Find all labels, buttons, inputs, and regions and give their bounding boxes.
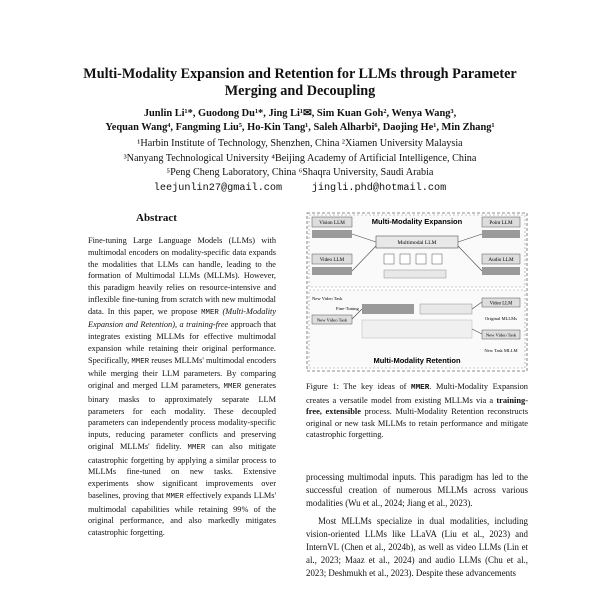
outputs-bar xyxy=(384,270,446,278)
mask-bar xyxy=(420,304,472,314)
mmer-name: MMER xyxy=(201,308,219,317)
retention-label: Multi-Modality Retention xyxy=(373,356,461,365)
mmer-name: MMER xyxy=(223,383,242,391)
fine-tuning-label: Fine-Tuning xyxy=(336,306,359,311)
authors-line-1: Junlin Li¹*, Guodong Du¹*, Jing Li¹✉, Sim Kuan Goh², Wenya Wang³, xyxy=(143,108,457,119)
body-paragraph-2: Most MLLMs specialize in dual modalities, including vision-oriented LLMs like LLaVA (Liu et al., 2023) and InternVL (Chen et al., 2024b), as well as video LLMs (Lin et al., 2023; Maaz et al., 2024) and audio LLMs (Chu et al., 2023; Deshmukh et al., 2023). Despite these advancements xyxy=(306,516,528,578)
video-llm-right-label: Video LLM xyxy=(489,301,513,307)
new-video-task-label: New Video Task xyxy=(312,296,343,301)
emails xyxy=(40,181,560,197)
affil-line-2: ³Nanyang Technological University ⁴Beijing Academy of Artificial Intelligence, China xyxy=(123,152,477,164)
body-paragraph-1: processing multimodal inputs. This paradigm has led to the successful creation of numerous MLLMs across various modalities (Wu et al., 2024; Jiang et al., 2023). xyxy=(306,472,528,508)
abstract-text-8: effectively expands LLMs' multimodal capabilities while retaining 99% of the original performance, and also markedly mitigates catastrophic forgetting. xyxy=(88,490,276,537)
audio-input-icon xyxy=(416,254,426,264)
abstract-text-7: can also mitigate catastrophic forgetting by applying a similar process to MLLMs fine-tuned on new tasks. Extensive experiments show significant improvements over baselines, proving that xyxy=(88,441,276,500)
abstract-text-1: Fine-tuning Large Language Models (LLMs) with multimodal encoders on modality-specific data expands the modalities that LLMs can handle, leading to the formation of Multimodal LLMs (MLLMs). However, this paradigm heavily relies on resource-intensive and inflexible fine-tuning from scratch with new multimodal data. In this paper, we propose xyxy=(88,236,276,316)
abstract-heading: Abstract xyxy=(136,212,177,224)
figure-1 xyxy=(306,212,528,372)
abstract-text-5: reuses MLLMs' multimodal encoders while merging their LLM parameters. By comparing original and merged LLM parameters, xyxy=(88,355,276,390)
new-video-task-right-label: New Video Task xyxy=(485,332,517,338)
abstract-text-4: approach that integrates existing MLLMs for effective multimodal expansion while retaining their original performance. Specifically, xyxy=(88,320,276,365)
title-line-1: Multi-Modality Expansion and Retention for LLMs through Parameter xyxy=(83,66,517,82)
video-llm-label: Video LLM xyxy=(319,257,345,263)
multimodal-llm-label: Multimodal LLM xyxy=(397,240,437,246)
point-input-icon xyxy=(432,254,442,264)
email-1[interactable]: leejunlin27@gmail.com xyxy=(153,182,283,194)
abstract-body xyxy=(88,235,276,539)
expansion-label: Multi-Modality Expansion xyxy=(371,217,463,226)
paper-title xyxy=(40,66,560,100)
title-line-2: Merging and Decoupling xyxy=(224,83,376,99)
authors-line-2: Yequan Wang⁴, Fangming Liu⁵, Ho-Kin Tang¹, Saleh Alharbi⁶, Daojing He¹, Min Zhang¹ xyxy=(105,122,495,133)
body-text xyxy=(306,471,528,580)
video-input-icon xyxy=(400,254,410,264)
mmer-name: MMER xyxy=(187,443,206,452)
decoupled-params xyxy=(362,320,472,338)
point-weights xyxy=(482,230,520,238)
abstract-text-3: training-free xyxy=(186,320,229,330)
merged-weights-bar xyxy=(362,304,414,314)
audio-llm-label: Audio LLM xyxy=(488,257,514,263)
abstract-text-2: (Multi-Modality Expansion and Retention), a xyxy=(88,306,276,330)
new-video-task-box-label: New Video Task xyxy=(316,317,348,323)
author-list xyxy=(40,107,560,135)
mmer-name: MMER xyxy=(131,357,150,366)
affil-line-1: ¹Harbin Institute of Technology, Shenzhen, China ²Xiamen University Malaysia xyxy=(137,138,463,149)
vision-weights xyxy=(312,230,352,238)
vision-llm-label: Vision LLM xyxy=(319,220,345,226)
audio-weights xyxy=(482,267,520,275)
original-mllms-label: Original MLLMs xyxy=(484,316,518,321)
mmer-name: MMER xyxy=(166,492,184,501)
new-task-mllm-label: New Task MLLM xyxy=(484,348,518,353)
email-2[interactable]: jingli.phd@hotmail.com xyxy=(311,182,447,194)
point-llm-label: Point LLM xyxy=(489,220,513,226)
figure-caption: Figure 1: The key ideas of MMER. Multi-Modality Expansion creates a versatile model from existing MLLMs via a training-free, extensible process. Multi-Modality Retention reconstructs original or new task MLLMs to retain performance and mitigate catastrophic forgetting. xyxy=(306,382,528,439)
mmer-name: MMER xyxy=(411,384,430,392)
image-input-icon xyxy=(384,254,394,264)
caption-bold: training-free, extensible xyxy=(306,395,528,416)
affiliations xyxy=(40,137,560,196)
affil-line-3: ⁵Peng Cheng Laboratory, China ⁶Shaqra University, Saudi Arabia xyxy=(166,167,434,179)
video-weights xyxy=(312,267,352,275)
abstract-text-6: generates binary masks to approximately separate LLM parameters for each modality. These decoupled parameters can independently process modality-specific inputs, reducing parameter conflicts and preserving original MLLMs' fidelity. xyxy=(88,381,276,451)
